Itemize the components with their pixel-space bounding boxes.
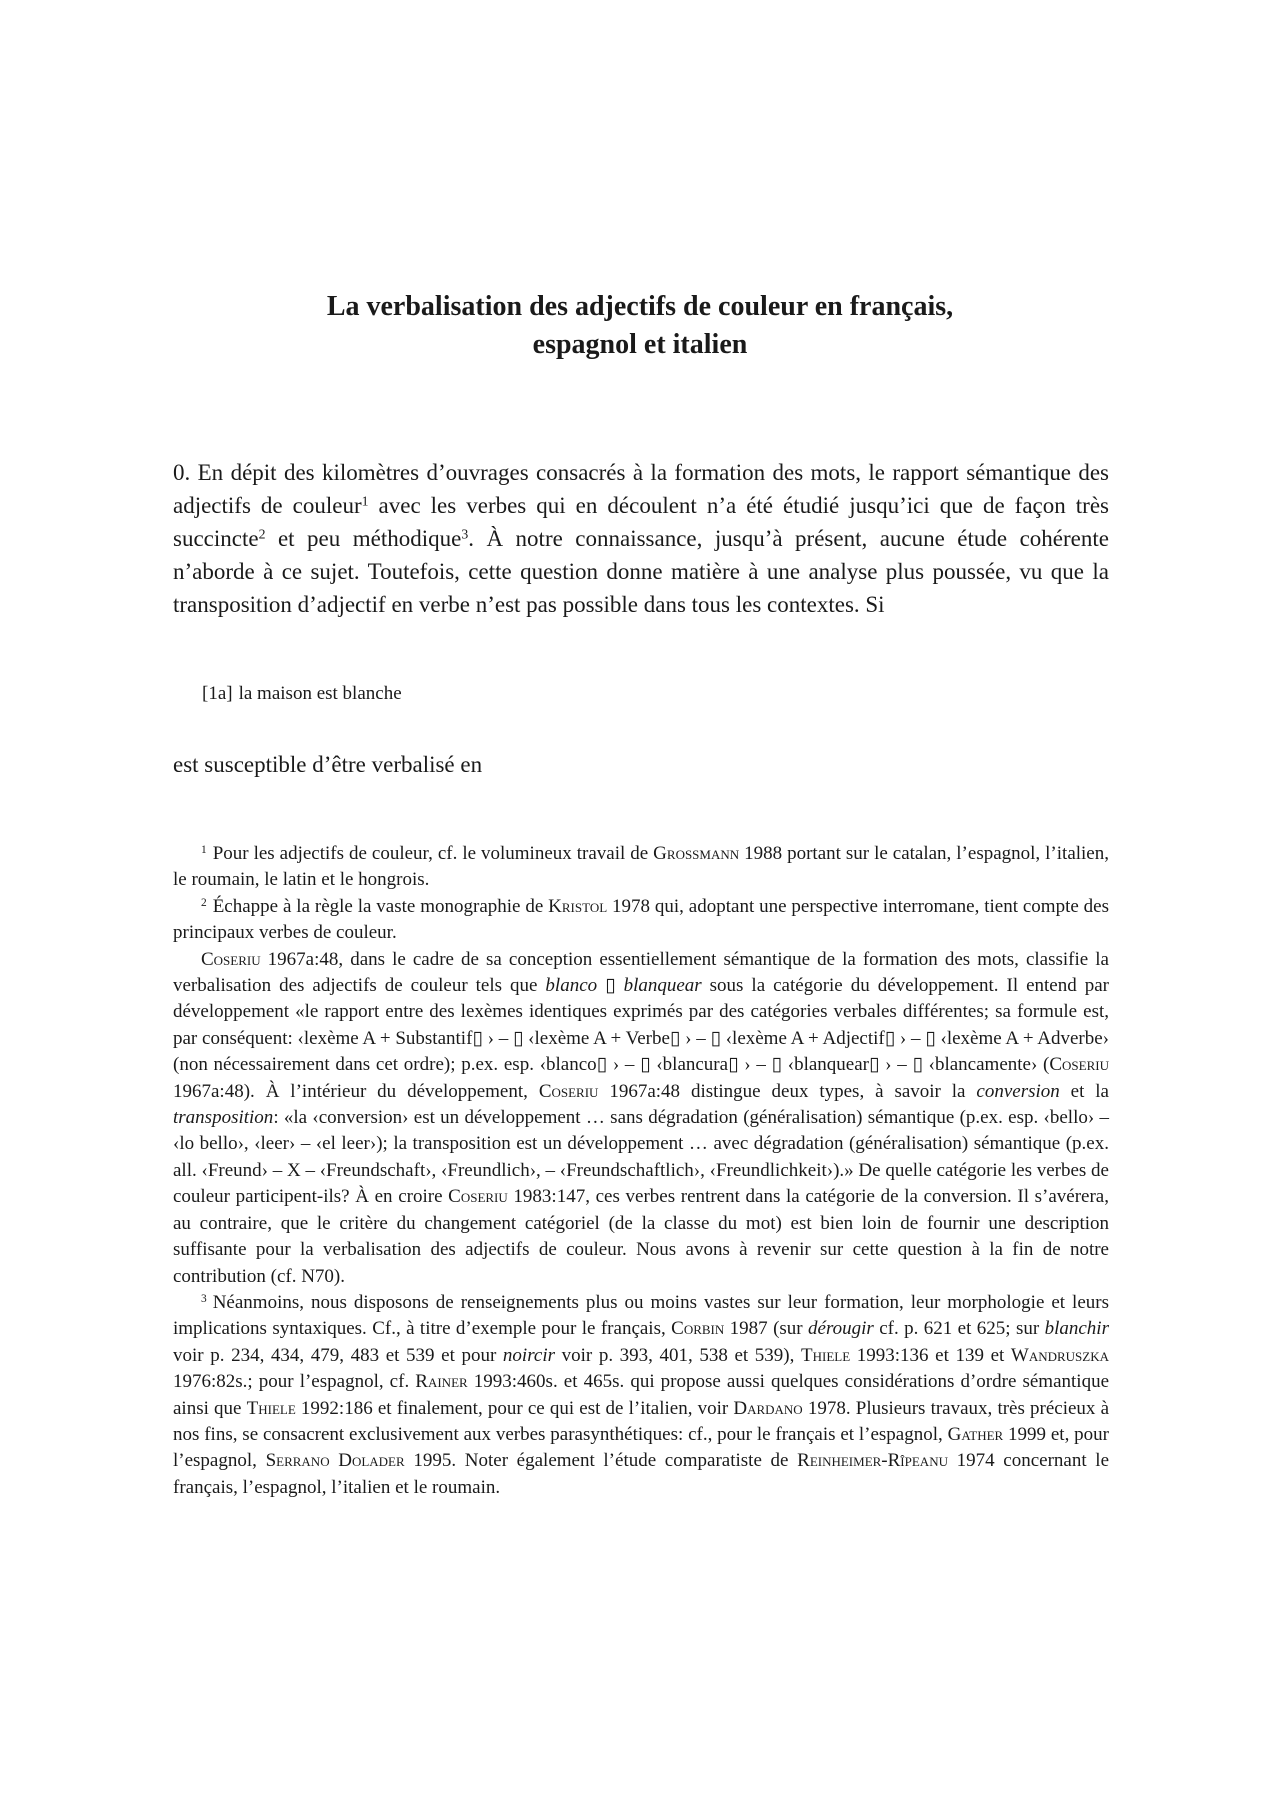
footnote-text: 1978 qui, adoptant une perspective interromane, tient compte des principaux verbes de couleur.	[173, 895, 1109, 944]
footnote-text: 1995. Noter également l’étude comparatiste de	[404, 1450, 798, 1472]
intro-text: . À notre connaissance, jusqu’à présent, aucune étude cohérente n’aborde à ce sujet. Toutefois, cette question donne matière à une analyse plus poussée, vu que la transposition d’adjectif en verbe n’est pas possible dans tous les contextes. Si	[173, 526, 1109, 617]
author-name: Corbin	[671, 1318, 725, 1340]
footnote-text: 1974 concernant le français, l’espagnol, l’italien et le roumain.	[173, 1450, 1109, 1498]
page-title	[160, 288, 1120, 364]
footnote-text: 1967a:48 distingue deux types, à savoir la	[598, 1080, 977, 1102]
footnote-number: 3	[201, 1292, 207, 1305]
footnote-text: Pour les adjectifs de couleur, cf. le volumineux travail de	[212, 843, 654, 864]
intro-text: avec les verbes qui en découlent n’a été étudié jusqu’ici que de façon très succincte	[173, 493, 1109, 551]
footnote-text: 1999 et, pour l’espagnol,	[173, 1423, 1109, 1472]
author-name: Gather	[947, 1423, 1004, 1445]
example-text: la maison est blanche	[238, 683, 402, 704]
intro-text: et peu méthodique	[265, 526, 462, 551]
footnote-text: 1993:460s. et 465s. qui propose aussi quelques considérations d’ordre sémantique ainsi que	[173, 1371, 1110, 1419]
footnote-text: 1967a:48). À l’intérieur du développement,	[173, 1080, 539, 1102]
author-name: Reinheimer-Rîpeanu	[797, 1450, 948, 1472]
footnote-text: 1978. Plusieurs travaux, très précieux à nos fins, se consacrent exclusivement aux verbes parasynthétiques: cf., pour le français et l’espagnol,	[173, 1397, 1110, 1445]
italic-term: blanchir	[1044, 1318, 1109, 1340]
footnote-text: voir p. 234, 434, 479, 483 et 539 et pour	[173, 1344, 503, 1366]
author-name: Coseriu	[538, 1080, 599, 1102]
continuation-text: est susceptible d’être verbalisé en	[173, 752, 483, 777]
arrow-glyph: ▯	[597, 975, 624, 997]
footnote-text: 1988 portant sur le catalan, l’espagnol, l’italien, le roumain, le latin et le hongrois.	[173, 843, 1109, 891]
author-name: Kristol	[548, 895, 608, 917]
footnote-text: Échappe à la règle la vaste monographie de	[212, 895, 549, 917]
example-1a	[202, 680, 1002, 708]
author-name: Thiele	[246, 1397, 296, 1419]
author-name: Wandruszka	[1010, 1344, 1109, 1366]
footnote-ref-1[interactable]: 1	[361, 493, 369, 509]
footnote-text: Néanmoins, nous disposons de renseignements plus ou moins vastes sur leur formation, leur morphologie et leurs implications syntaxiques. Cf., à titre d’exemple pour le français,	[173, 1291, 1109, 1340]
author-name: Serrano Dolader	[265, 1450, 405, 1472]
author-name: Grossmann	[653, 843, 740, 864]
footnote-text: 1992:186 et finalement, pour ce qui est de l’italien, voir	[295, 1397, 734, 1419]
title-line-2: espagnol et italien	[532, 329, 748, 360]
italic-term: dérougir	[808, 1318, 874, 1340]
footnote-text: 1976:82s.; pour l’espagnol, cf.	[173, 1371, 416, 1393]
italic-term: blanco	[545, 975, 598, 997]
footnote-1	[173, 841, 1109, 894]
footnote-3	[173, 1290, 1109, 1501]
footnote-2	[173, 894, 1109, 947]
italic-term: blanquear	[623, 975, 702, 997]
title-line-1: La verbalisation des adjectifs de couleur en français,	[326, 291, 954, 322]
footnote-text: et la	[1059, 1080, 1109, 1102]
italic-term: noircir	[502, 1344, 555, 1366]
author-name: Thiele	[801, 1344, 851, 1366]
footnote-text: : «la ‹conversion› est un développement … sans dégradation (généralisation) sémantique (p.ex. esp. ‹bello› – ‹lo bello›, ‹leer› – ‹el leer›); la transposition est un développement … avec dégradation (généralisation) sémantique (p.ex. all. ‹Freund› – X – ‹Freundschaft›, ‹Freundlich›, – ‹Freundschaftlich›, ‹Freundlichkeit›).» De quelle catégorie les verbes de couleur participent-ils? À en croire	[173, 1107, 1109, 1208]
author-name: Coseriu	[201, 948, 261, 970]
footnote-text: 1987 (sur	[724, 1318, 809, 1340]
author-name: Rainer	[415, 1371, 468, 1393]
footnotes	[173, 841, 1109, 1501]
intro-text: 0. En dépit des kilomètres d’ouvrages consacrés à la formation des mots, le rapport sémantique des adjectifs de couleur	[173, 460, 1109, 518]
italic-term: conversion	[976, 1080, 1060, 1102]
footnote-ref-3[interactable]: 3	[461, 526, 469, 542]
footnote-text: cf. p. 621 et 625; sur	[873, 1318, 1045, 1340]
footnote-text: 1983:147, ces verbes rentrent dans la catégorie de la conversion. Il s’avérera, au contraire, que le critère du changement catégoriel (de la classe du mot) est bien loin de fournir une description suffisante pour la verbalisation des adjectifs de couleur. Nous avons à revenir sur cette question à la fin de notre contribution (cf. N70).	[173, 1186, 1109, 1287]
intro-paragraph	[173, 456, 1109, 621]
footnote-text: voir p. 393, 401, 538 et 539),	[555, 1344, 801, 1366]
author-name: Coseriu	[448, 1186, 508, 1208]
footnote-number: 2	[201, 896, 207, 909]
italic-term: transposition	[173, 1107, 274, 1129]
author-name: Dardano	[733, 1397, 803, 1419]
footnote-text: 1993:136 et 139 et	[850, 1344, 1011, 1366]
footnote-text: 1967a:48, dans le cadre de sa conception essentiellement sémantique de la formation des mots, classifie la verbalisation des adjectifs de couleur tels que	[173, 948, 1109, 997]
footnote-number: 1	[201, 843, 207, 856]
footnote-text: sous la catégorie du développement. Il entend par développement «le rapport entre des lexèmes identiques exprimés par des catégories verbales différentes; sa formule est, par conséquent: ‹lexème A + Substantif▯ › – ▯ ‹lexème A + Verbe▯ › – ▯ ‹lexème A + Adjectif▯ › – ▯ ‹lexème A + Adverbe› (non nécessairement dans cet ordre); p.ex. esp. ‹blanco▯ › – ▯ ‹blancura▯ › – ▯ ‹blanquear▯ › – ▯ ‹blancamente› (	[173, 975, 1109, 1076]
example-number: [1a]	[202, 683, 233, 704]
footnote-2-continued	[173, 947, 1109, 1290]
author-name: Coseriu	[1049, 1054, 1109, 1076]
footnote-ref-2[interactable]: 2	[258, 526, 266, 542]
